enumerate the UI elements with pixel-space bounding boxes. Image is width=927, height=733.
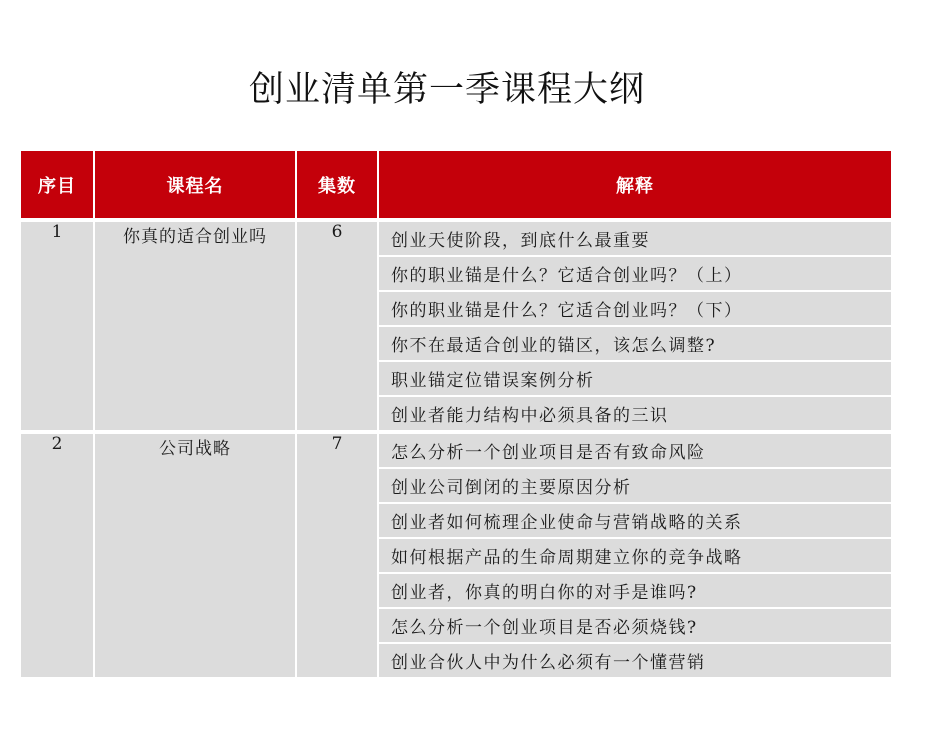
explanation-cell: 你不在最适合创业的锚区，该怎么调整? [378, 326, 891, 361]
explanation-cell: 你的职业锚是什么？它适合创业吗？（下） [378, 291, 891, 326]
explanation-cell: 怎么分析一个创业项目是否必须烧钱? [378, 608, 891, 643]
explanation-cell: 你的职业锚是什么？它适合创业吗？（上） [378, 256, 891, 291]
course-outline-table [21, 151, 891, 679]
explanation-cell: 怎么分析一个创业项目是否有致命风险 [378, 432, 891, 468]
course-name-cell: 你真的适合创业吗 [94, 220, 296, 432]
explanation-cell: 创业者能力结构中必须具备的三识 [378, 396, 891, 432]
explanation-cell: 如何根据产品的生命周期建立你的竞争战略 [378, 538, 891, 573]
table-row [21, 432, 891, 468]
explanation-cell: 创业公司倒闭的主要原因分析 [378, 468, 891, 503]
header-seq: 序目 [21, 151, 94, 220]
explanation-cell: 职业锚定位错误案例分析 [378, 361, 891, 396]
header-explanation: 解释 [378, 151, 891, 220]
episode-count-cell: 7 [296, 432, 378, 678]
header-course: 课程名 [94, 151, 296, 220]
seq-cell: 1 [21, 220, 94, 432]
table-row [21, 220, 891, 256]
header-episodes: 集数 [296, 151, 378, 220]
page-title: 创业清单第一季课程大纲 [248, 70, 645, 110]
table-header-row [21, 151, 891, 220]
explanation-cell: 创业天使阶段，到底什么最重要 [378, 220, 891, 256]
explanation-cell: 创业者如何梳理企业使命与营销战略的关系 [378, 503, 891, 538]
explanation-cell: 创业者，你真的明白你的对手是谁吗? [378, 573, 891, 608]
course-name-cell: 公司战略 [94, 432, 296, 678]
seq-cell: 2 [21, 432, 94, 678]
explanation-cell: 创业合伙人中为什么必须有一个懂营销 [378, 643, 891, 678]
episode-count-cell: 6 [296, 220, 378, 432]
